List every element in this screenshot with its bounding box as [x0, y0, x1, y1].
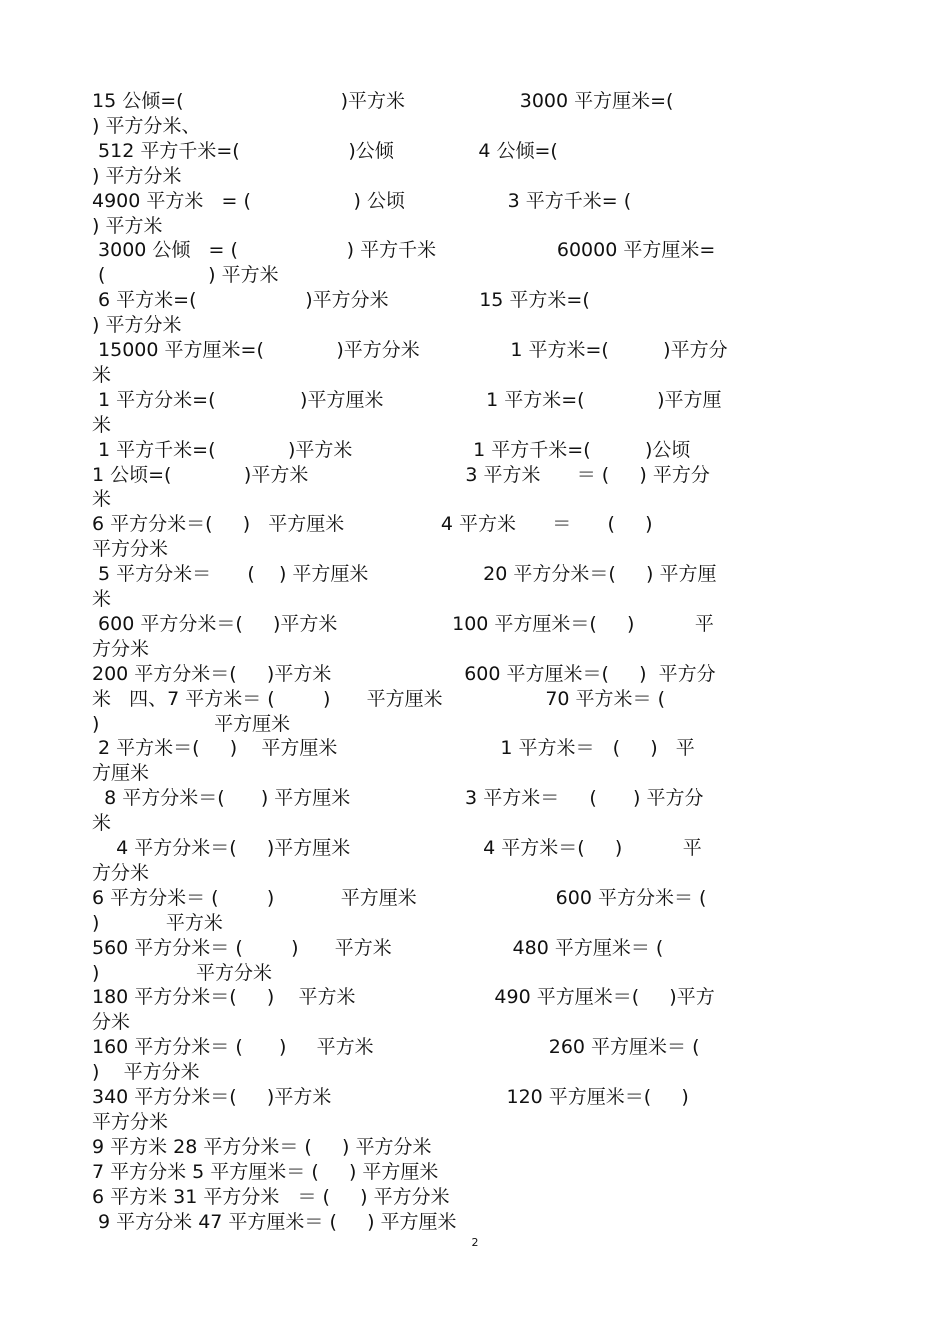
exercise-line: 180 平方分米＝( ) 平方米 490 平方厘米＝( )平方 — [92, 986, 715, 1009]
exercise-line: 9 平方米 28 平方分米＝ ( ) 平方分米 — [92, 1135, 432, 1158]
exercise-line: 3000 公倾 = ( ) 平方千米 60000 平方厘米= — [92, 239, 716, 262]
exercise-line: 200 平方分米＝( )平方米 600 平方厘米＝( ) 平方分 — [92, 662, 716, 685]
exercise-line: ) 平方分米 — [92, 314, 182, 337]
exercise-line: ) 平方分米 — [92, 1061, 200, 1084]
exercise-line: 5 平方分米＝ ( ) 平方厘米 20 平方分米＝( ) 平方厘 — [92, 563, 717, 586]
page-number: 2 — [471, 1236, 479, 1249]
exercise-line: 1 公顷=( )平方米 3 平方米 ＝ ( ) 平方分 — [92, 463, 710, 486]
exercise-line: 7 平方分米 5 平方厘米＝ ( ) 平方厘米 — [92, 1160, 439, 1183]
exercise-line: 方分米 — [92, 637, 150, 660]
exercise-line: 6 平方分米＝ ( ) 平方厘米 600 平方分米＝ ( — [92, 886, 707, 909]
exercise-line: 平方分米 — [92, 538, 169, 561]
exercise-line: 15000 平方厘米=( )平方分米 1 平方米=( )平方分 — [92, 339, 728, 361]
exercise-line: ( ) 平方米 — [92, 264, 279, 287]
exercise-line: 米 — [92, 363, 112, 386]
exercise-line: 米 — [92, 588, 112, 610]
exercise-line: 600 平方分米＝( )平方米 100 平方厘米＝( ) 平 — [92, 612, 714, 635]
exercise-line: 方分米 — [92, 861, 150, 884]
exercise-line: 512 平方千米=( )公倾 4 公倾=( — [92, 139, 558, 162]
exercise-line: 2 平方米＝( ) 平方厘米 1 平方米＝ ( ) 平 — [92, 737, 695, 760]
exercise-line: ) 平方分米、 — [92, 114, 201, 137]
exercise-line: 560 平方分米＝ ( ) 平方米 480 平方厘米＝ ( — [92, 936, 664, 959]
exercise-line: 平方分米 — [92, 1110, 169, 1133]
exercise-line: 15 公倾=( )平方米 3000 平方厘米=( — [92, 90, 674, 112]
exercise-line: 米 四、7 平方米＝ ( ) 平方厘米 70 平方米＝ ( — [92, 687, 666, 710]
exercise-line: ) 平方分米 — [92, 961, 273, 984]
exercise-line: 米 — [92, 488, 112, 511]
exercise-line: 分米 — [92, 1011, 131, 1034]
exercise-line: 1 平方分米=( )平方厘米 1 平方米=( )平方厘 — [92, 388, 722, 411]
exercise-line: 6 平方分米＝( ) 平方厘米 4 平方米 ＝ ( ) — [92, 513, 653, 536]
exercise-line: 1 平方千米=( )平方米 1 平方千米=( )公顷 — [92, 438, 691, 461]
exercise-line: 方厘米 — [92, 762, 150, 785]
exercise-line: 4900 平方米 = ( ) 公顷 3 平方千米= ( — [92, 189, 632, 212]
exercise-line: 米 — [92, 812, 112, 835]
exercise-line: ) 平方米 — [92, 911, 223, 934]
exercise-line: 8 平方分米＝( ) 平方厘米 3 平方米＝ ( ) 平方分 — [92, 787, 704, 810]
exercise-line: 4 平方分米＝( )平方厘米 4 平方米＝( ) 平 — [92, 837, 702, 859]
exercise-line: 160 平方分米＝ ( ) 平方米 260 平方厘米＝ ( — [92, 1036, 700, 1059]
exercise-line: 6 平方米 31 平方分米 ＝ ( ) 平方分米 — [92, 1185, 450, 1208]
exercise-line: 6 平方米=( )平方分米 15 平方米=( — [92, 289, 590, 312]
exercise-line: 米 — [92, 413, 112, 436]
exercise-line: ) 平方米 — [92, 214, 163, 237]
exercise-line: 9 平方分米 47 平方厘米＝ ( ) 平方厘米 — [92, 1210, 457, 1233]
exercise-line: ) 平方厘米 — [92, 712, 291, 735]
exercise-line: 340 平方分米＝( )平方米 120 平方厘米＝( ) — [92, 1086, 689, 1108]
exercise-line: ) 平方分米 — [92, 164, 182, 187]
